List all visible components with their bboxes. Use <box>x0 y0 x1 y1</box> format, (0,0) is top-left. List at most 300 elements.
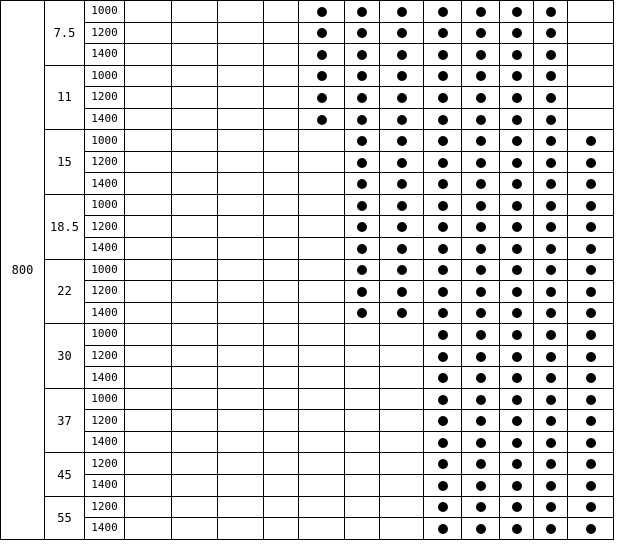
mark-cell <box>568 108 614 130</box>
mark-cell <box>125 496 172 518</box>
mark-cell <box>125 1 172 23</box>
dot-icon <box>317 7 327 17</box>
mark-cell <box>500 324 534 346</box>
dot-icon <box>512 438 522 448</box>
mark-cell <box>172 216 218 238</box>
mark-cell <box>125 324 172 346</box>
dot-icon <box>397 244 407 254</box>
mark-cell <box>424 238 462 260</box>
mark-cell <box>264 130 299 152</box>
mark-cell <box>380 108 424 130</box>
mark-cell <box>172 194 218 216</box>
mark-cell <box>462 345 500 367</box>
mark-cell <box>380 410 424 432</box>
mark-cell <box>345 194 380 216</box>
mark-cell <box>424 345 462 367</box>
dot-icon <box>476 222 486 232</box>
dot-icon <box>546 28 556 38</box>
mark-cell <box>172 22 218 44</box>
dot-icon <box>476 352 486 362</box>
mark-cell <box>218 324 264 346</box>
speed-cell: 1200 <box>85 496 125 518</box>
table-row <box>1 1 614 23</box>
dot-icon <box>586 330 596 340</box>
mark-cell <box>172 259 218 281</box>
mark-cell <box>218 367 264 389</box>
dot-icon <box>586 502 596 512</box>
table-row <box>1 151 614 173</box>
dot-icon <box>438 222 448 232</box>
mark-cell <box>125 44 172 66</box>
dot-icon <box>476 459 486 469</box>
dot-icon <box>586 373 596 383</box>
speed-cell: 1400 <box>85 302 125 324</box>
dot-icon <box>512 330 522 340</box>
mark-cell <box>125 151 172 173</box>
dot-icon <box>317 71 327 81</box>
mark-cell <box>218 44 264 66</box>
mark-cell <box>125 345 172 367</box>
mark-cell <box>534 173 568 195</box>
dot-icon <box>586 352 596 362</box>
mark-cell <box>462 238 500 260</box>
speed-cell: 1200 <box>85 151 125 173</box>
mark-cell <box>218 259 264 281</box>
mark-cell <box>345 1 380 23</box>
mark-cell <box>299 324 345 346</box>
mark-cell <box>218 151 264 173</box>
mark-cell <box>264 431 299 453</box>
speed-cell: 1000 <box>85 1 125 23</box>
mark-cell <box>345 130 380 152</box>
mark-cell <box>264 238 299 260</box>
dot-icon <box>357 179 367 189</box>
dot-icon <box>512 244 522 254</box>
mark-cell <box>345 281 380 303</box>
mark-cell <box>345 345 380 367</box>
dot-icon <box>512 222 522 232</box>
dot-icon <box>397 287 407 297</box>
speed-cell: 1200 <box>85 87 125 109</box>
dot-icon <box>397 265 407 275</box>
mark-cell <box>264 281 299 303</box>
mark-cell <box>380 151 424 173</box>
mark-cell <box>380 65 424 87</box>
dot-icon <box>397 136 407 146</box>
mark-cell <box>218 65 264 87</box>
mark-cell <box>172 475 218 497</box>
mark-cell <box>462 173 500 195</box>
table-row <box>1 367 614 389</box>
mark-cell <box>172 367 218 389</box>
table-row <box>1 44 614 66</box>
mark-cell <box>172 496 218 518</box>
mark-cell <box>172 388 218 410</box>
dot-icon <box>397 28 407 38</box>
dot-icon <box>512 136 522 146</box>
mark-cell <box>218 518 264 540</box>
mark-cell <box>264 216 299 238</box>
dot-icon <box>512 524 522 534</box>
mark-cell <box>264 388 299 410</box>
mark-cell <box>380 475 424 497</box>
table-row <box>1 453 614 475</box>
mark-cell <box>299 22 345 44</box>
dot-icon <box>317 93 327 103</box>
mark-cell <box>500 1 534 23</box>
mark-cell <box>299 151 345 173</box>
dot-icon <box>586 438 596 448</box>
mark-cell <box>424 367 462 389</box>
mark-cell <box>218 108 264 130</box>
power-cell: 11 <box>45 65 85 130</box>
mark-cell <box>568 367 614 389</box>
mark-cell <box>172 345 218 367</box>
dot-icon <box>317 50 327 60</box>
table-row <box>1 302 614 324</box>
dot-icon <box>512 287 522 297</box>
mark-cell <box>568 475 614 497</box>
dot-icon <box>546 395 556 405</box>
mark-cell <box>534 281 568 303</box>
mark-cell <box>568 151 614 173</box>
dot-icon <box>512 115 522 125</box>
table-row <box>1 65 614 87</box>
dot-icon <box>512 93 522 103</box>
mark-cell <box>264 496 299 518</box>
table-row <box>1 194 614 216</box>
mark-cell <box>218 238 264 260</box>
dot-icon <box>476 158 486 168</box>
dot-icon <box>546 438 556 448</box>
mark-cell <box>345 518 380 540</box>
power-cell: 22 <box>45 259 85 324</box>
mark-cell <box>380 1 424 23</box>
dot-icon <box>357 71 367 81</box>
speed-cell: 1200 <box>85 453 125 475</box>
mark-cell <box>264 410 299 432</box>
mark-cell <box>345 44 380 66</box>
dot-icon <box>357 222 367 232</box>
mark-cell <box>500 238 534 260</box>
mark-cell <box>218 496 264 518</box>
mark-cell <box>380 259 424 281</box>
mark-cell <box>345 216 380 238</box>
dot-icon <box>476 93 486 103</box>
dot-icon <box>546 330 556 340</box>
mark-cell <box>500 388 534 410</box>
mark-cell <box>125 453 172 475</box>
mark-cell <box>534 410 568 432</box>
mark-cell <box>534 453 568 475</box>
mark-cell <box>500 44 534 66</box>
dot-icon <box>546 416 556 426</box>
mark-cell <box>299 87 345 109</box>
mark-cell <box>172 324 218 346</box>
mark-cell <box>264 108 299 130</box>
dot-icon <box>397 308 407 318</box>
mark-cell <box>125 173 172 195</box>
mark-cell <box>500 216 534 238</box>
mark-cell <box>568 22 614 44</box>
mark-cell <box>172 281 218 303</box>
mark-cell <box>380 431 424 453</box>
mark-cell <box>462 44 500 66</box>
mark-cell <box>299 302 345 324</box>
mark-cell <box>500 431 534 453</box>
dot-icon <box>512 50 522 60</box>
mark-cell <box>534 367 568 389</box>
dot-icon <box>476 244 486 254</box>
mark-cell <box>462 496 500 518</box>
mark-cell <box>345 324 380 346</box>
dot-icon <box>546 308 556 318</box>
mark-cell <box>125 367 172 389</box>
mark-cell <box>125 431 172 453</box>
dot-icon <box>546 179 556 189</box>
mark-cell <box>172 130 218 152</box>
dot-icon <box>512 416 522 426</box>
mark-cell <box>534 1 568 23</box>
mark-cell <box>125 388 172 410</box>
mark-cell <box>424 87 462 109</box>
mark-cell <box>218 431 264 453</box>
mark-cell <box>345 410 380 432</box>
mark-cell <box>462 518 500 540</box>
dot-icon <box>438 244 448 254</box>
mark-cell <box>534 130 568 152</box>
mark-cell <box>218 410 264 432</box>
mark-cell <box>500 151 534 173</box>
speed-cell: 1000 <box>85 388 125 410</box>
dot-icon <box>357 201 367 211</box>
mark-cell <box>534 151 568 173</box>
dot-icon <box>546 459 556 469</box>
table-row <box>1 87 614 109</box>
table-row <box>1 496 614 518</box>
dot-icon <box>357 158 367 168</box>
dot-icon <box>586 308 596 318</box>
dot-icon <box>438 416 448 426</box>
mark-cell <box>172 1 218 23</box>
mark-cell <box>218 194 264 216</box>
mark-cell <box>264 302 299 324</box>
dot-icon <box>512 395 522 405</box>
dot-icon <box>546 502 556 512</box>
dot-icon <box>586 524 596 534</box>
mark-cell <box>500 367 534 389</box>
speed-cell: 1400 <box>85 108 125 130</box>
mark-cell <box>424 194 462 216</box>
mark-cell <box>462 108 500 130</box>
mark-cell <box>380 302 424 324</box>
dot-icon <box>438 179 448 189</box>
power-cell: 45 <box>45 453 85 496</box>
dot-icon <box>357 50 367 60</box>
mark-cell <box>424 324 462 346</box>
dot-icon <box>512 71 522 81</box>
mark-cell <box>500 194 534 216</box>
mark-cell <box>534 475 568 497</box>
mark-cell <box>462 1 500 23</box>
mark-cell <box>380 518 424 540</box>
dot-icon <box>546 93 556 103</box>
mark-cell <box>299 475 345 497</box>
dot-icon <box>438 395 448 405</box>
dot-icon <box>397 222 407 232</box>
mark-cell <box>568 238 614 260</box>
mark-cell <box>125 194 172 216</box>
mark-cell <box>462 281 500 303</box>
mark-cell <box>264 324 299 346</box>
mark-cell <box>172 518 218 540</box>
table-row <box>1 216 614 238</box>
dot-icon <box>586 222 596 232</box>
mark-cell <box>345 388 380 410</box>
mark-cell <box>125 302 172 324</box>
mark-cell <box>424 130 462 152</box>
dot-icon <box>476 71 486 81</box>
mark-cell <box>380 173 424 195</box>
mark-cell <box>462 216 500 238</box>
mark-cell <box>125 65 172 87</box>
dot-icon <box>438 481 448 491</box>
speed-cell: 1400 <box>85 44 125 66</box>
mark-cell <box>172 410 218 432</box>
mark-cell <box>345 108 380 130</box>
mark-cell <box>424 302 462 324</box>
dot-icon <box>546 50 556 60</box>
dot-icon <box>438 524 448 534</box>
mark-cell <box>500 281 534 303</box>
table-row <box>1 22 614 44</box>
mark-cell <box>568 518 614 540</box>
dot-icon <box>397 50 407 60</box>
dot-icon <box>438 158 448 168</box>
dot-icon <box>438 115 448 125</box>
mark-cell <box>500 302 534 324</box>
mark-cell <box>299 410 345 432</box>
mark-cell <box>218 87 264 109</box>
power-cell: 7.5 <box>45 1 85 66</box>
dot-icon <box>438 201 448 211</box>
dot-icon <box>476 416 486 426</box>
dot-icon <box>476 136 486 146</box>
mark-cell <box>568 281 614 303</box>
mark-cell <box>380 496 424 518</box>
dot-icon <box>586 201 596 211</box>
mark-cell <box>299 367 345 389</box>
mark-cell <box>125 475 172 497</box>
mark-cell <box>568 410 614 432</box>
dot-icon <box>546 7 556 17</box>
dot-icon <box>512 308 522 318</box>
table-body <box>1 1 614 540</box>
mark-cell <box>462 151 500 173</box>
mark-cell <box>500 453 534 475</box>
mark-cell <box>568 194 614 216</box>
mark-cell <box>424 65 462 87</box>
mark-cell <box>424 1 462 23</box>
table-row <box>1 518 614 540</box>
dot-icon <box>438 373 448 383</box>
table-row <box>1 238 614 260</box>
dot-icon <box>438 136 448 146</box>
power-cell: 15 <box>45 130 85 195</box>
mark-cell <box>264 22 299 44</box>
table-row <box>1 345 614 367</box>
dot-icon <box>512 7 522 17</box>
mark-cell <box>264 65 299 87</box>
mark-cell <box>299 108 345 130</box>
mark-cell <box>380 87 424 109</box>
mark-cell <box>380 453 424 475</box>
mark-cell <box>424 151 462 173</box>
dot-icon <box>317 28 327 38</box>
mark-cell <box>568 431 614 453</box>
mark-cell <box>462 259 500 281</box>
dot-icon <box>586 265 596 275</box>
mark-cell <box>500 518 534 540</box>
dot-icon <box>586 395 596 405</box>
dot-icon <box>476 50 486 60</box>
mark-cell <box>218 281 264 303</box>
table-row <box>1 388 614 410</box>
mark-cell <box>500 475 534 497</box>
dot-icon <box>512 459 522 469</box>
mark-cell <box>299 388 345 410</box>
mark-cell <box>264 259 299 281</box>
mark-cell <box>568 496 614 518</box>
dot-icon <box>476 438 486 448</box>
mark-cell <box>345 259 380 281</box>
mark-cell <box>424 431 462 453</box>
dot-icon <box>438 50 448 60</box>
mark-cell <box>264 453 299 475</box>
speed-cell: 1000 <box>85 324 125 346</box>
mark-cell <box>500 410 534 432</box>
mark-cell <box>299 518 345 540</box>
dot-icon <box>476 265 486 275</box>
mark-cell <box>568 259 614 281</box>
mark-cell <box>424 259 462 281</box>
mark-cell <box>218 173 264 195</box>
dot-icon <box>586 158 596 168</box>
mark-cell <box>172 108 218 130</box>
mark-cell <box>534 65 568 87</box>
mark-cell <box>462 324 500 346</box>
dot-icon <box>546 244 556 254</box>
mark-cell <box>218 345 264 367</box>
mark-cell <box>125 518 172 540</box>
speed-cell: 1400 <box>85 431 125 453</box>
mark-cell <box>299 194 345 216</box>
mark-cell <box>424 173 462 195</box>
mark-cell <box>500 345 534 367</box>
mark-cell <box>345 173 380 195</box>
dot-icon <box>476 308 486 318</box>
mark-cell <box>462 410 500 432</box>
power-cell: 30 <box>45 324 85 389</box>
table-row <box>1 281 614 303</box>
mark-cell <box>462 65 500 87</box>
dot-icon <box>546 287 556 297</box>
table-row <box>1 475 614 497</box>
mark-cell <box>345 475 380 497</box>
dot-icon <box>357 28 367 38</box>
mark-cell <box>424 216 462 238</box>
mark-cell <box>299 65 345 87</box>
